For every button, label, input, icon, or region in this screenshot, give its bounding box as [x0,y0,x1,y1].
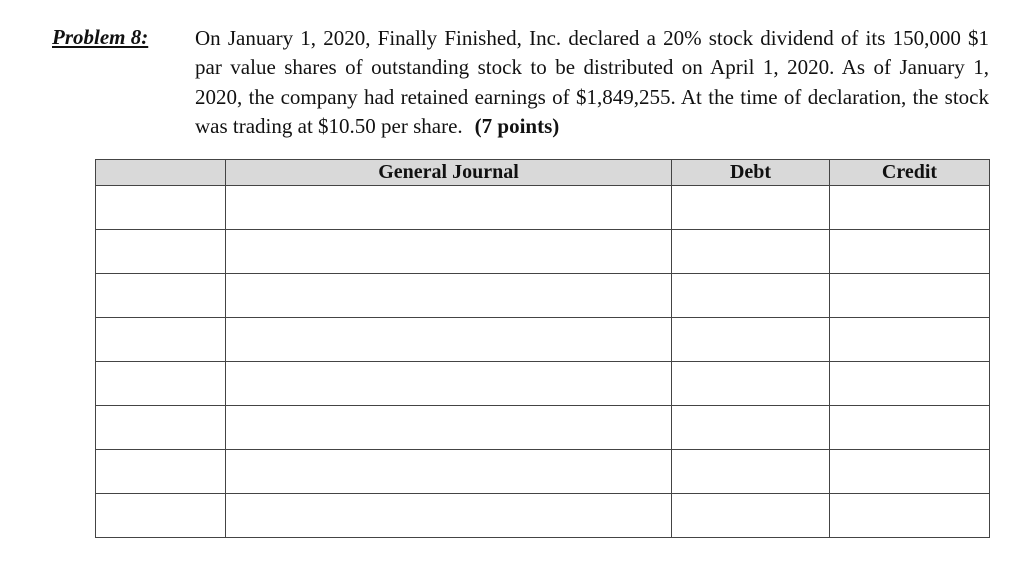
table-row [96,230,990,274]
date-cell[interactable] [96,230,226,274]
description-cell[interactable] [226,318,672,362]
credit-cell[interactable] [830,362,990,406]
credit-cell[interactable] [830,230,990,274]
header-debt: Debt [672,160,830,186]
date-cell[interactable] [96,186,226,230]
date-cell[interactable] [96,494,226,538]
table-row [96,318,990,362]
problem-statement [195,24,989,141]
description-cell[interactable] [226,274,672,318]
problem-text: On January 1, 2020, Finally Finished, Inc. declared a 20% stock dividend of its 150,000 $1 par value shares of outstanding stock to be distributed on April 1, 2020. As of January 1, 2020, the company had retained earnings of $1,849,255. At the time of declaration, the stock was trading at $10.50 per share. [195,26,989,138]
credit-cell[interactable] [830,318,990,362]
debt-cell[interactable] [672,406,830,450]
debt-cell[interactable] [672,186,830,230]
table-row [96,494,990,538]
problem-label: Problem 8: [52,25,149,49]
date-cell[interactable] [96,450,226,494]
credit-cell[interactable] [830,450,990,494]
header-credit: Credit [830,160,990,186]
credit-cell[interactable] [830,274,990,318]
table-row [96,186,990,230]
table-row [96,274,990,318]
date-cell[interactable] [96,318,226,362]
points-value: (7 points) [474,113,560,138]
description-cell[interactable] [226,186,672,230]
date-cell[interactable] [96,274,226,318]
header-date [96,160,226,186]
description-cell[interactable] [226,450,672,494]
date-cell[interactable] [96,406,226,450]
table-row [96,450,990,494]
debt-cell[interactable] [672,318,830,362]
general-journal-table [95,159,990,538]
description-cell[interactable] [226,406,672,450]
credit-cell[interactable] [830,186,990,230]
header-general-journal: General Journal [226,160,672,186]
debt-cell[interactable] [672,274,830,318]
description-cell[interactable] [226,494,672,538]
table-row [96,362,990,406]
credit-cell[interactable] [830,494,990,538]
description-cell[interactable] [226,230,672,274]
table-row [96,406,990,450]
debt-cell[interactable] [672,494,830,538]
debt-cell[interactable] [672,230,830,274]
debt-cell[interactable] [672,450,830,494]
debt-cell[interactable] [672,362,830,406]
credit-cell[interactable] [830,406,990,450]
table-header-row [96,160,990,186]
description-cell[interactable] [226,362,672,406]
date-cell[interactable] [96,362,226,406]
